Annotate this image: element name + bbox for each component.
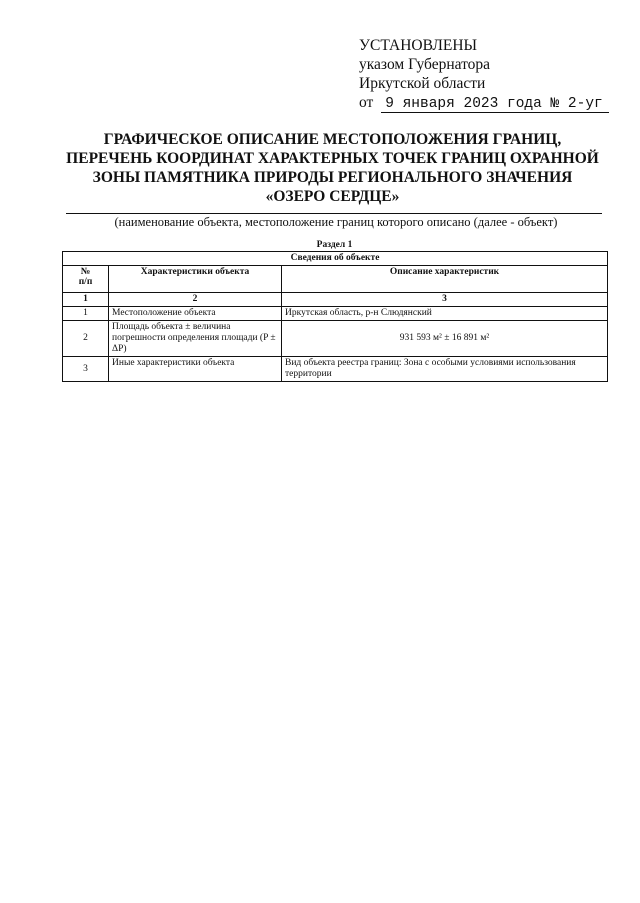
- object-caption: (наименование объекта, местоположение границ которого описано (далее - объект): [114, 215, 558, 229]
- row-description: 931 593 м² ± 16 891 м²: [282, 321, 608, 357]
- approval-heading: УСТАНОВЛЕНЫ: [359, 37, 478, 54]
- row-number: 2: [63, 321, 109, 357]
- table-row: [63, 357, 608, 382]
- approval-region: Иркутской области: [359, 75, 486, 92]
- approval-block: [359, 36, 619, 113]
- document-title: [60, 130, 605, 206]
- column-number: 3: [282, 293, 608, 307]
- header-characteristics: Характеристики объекта: [109, 266, 282, 293]
- approval-decree: указом Губернатора: [359, 56, 491, 73]
- table-row: [63, 321, 608, 357]
- section-label: Раздел 1: [316, 240, 353, 250]
- header-description: Описание характеристик: [282, 266, 608, 293]
- header-number: № п/п: [63, 266, 109, 293]
- approval-date-value: 9 января 2023 года № 2-уг: [381, 96, 609, 113]
- approval-date-prefix: от: [359, 94, 374, 111]
- document-title-line-3: ЗОНЫ ПАМЯТНИКА ПРИРОДЫ РЕГИОНАЛЬНОГО ЗНАЧЕНИЯ: [92, 169, 573, 186]
- document-title-line-1: ГРАФИЧЕСКОЕ ОПИСАНИЕ МЕСТОПОЛОЖЕНИЯ ГРАНИЦ,: [103, 131, 562, 148]
- table-header-row: [63, 266, 608, 293]
- column-number: 2: [109, 293, 282, 307]
- row-description: Вид объекта реестра границ: Зона с особыми условиями использования территории: [282, 357, 608, 382]
- row-description: Иркутская область, р-н Слюдянский: [282, 307, 608, 321]
- column-number: 1: [63, 293, 109, 307]
- object-info-table: [62, 251, 608, 382]
- row-number: 3: [63, 357, 109, 382]
- approval-date-line: [359, 93, 619, 113]
- document-title-line-4: «ОЗЕРО СЕРДЦЕ»: [265, 188, 400, 205]
- row-number: 1: [63, 307, 109, 321]
- row-characteristic: Площадь объекта ± величина погрешности определения площади (P ± ΔP): [109, 321, 282, 357]
- table-row: [63, 307, 608, 321]
- document-title-line-2: ПЕРЕЧЕНЬ КООРДИНАТ ХАРАКТЕРНЫХ ТОЧЕК ГРАНИЦ ОХРАННОЙ: [66, 150, 599, 167]
- column-number-row: [63, 293, 608, 307]
- row-characteristic: Местоположение объекта: [109, 307, 282, 321]
- table-title: Сведения об объекте: [63, 252, 608, 266]
- row-characteristic: Иные характеристики объекта: [109, 357, 282, 382]
